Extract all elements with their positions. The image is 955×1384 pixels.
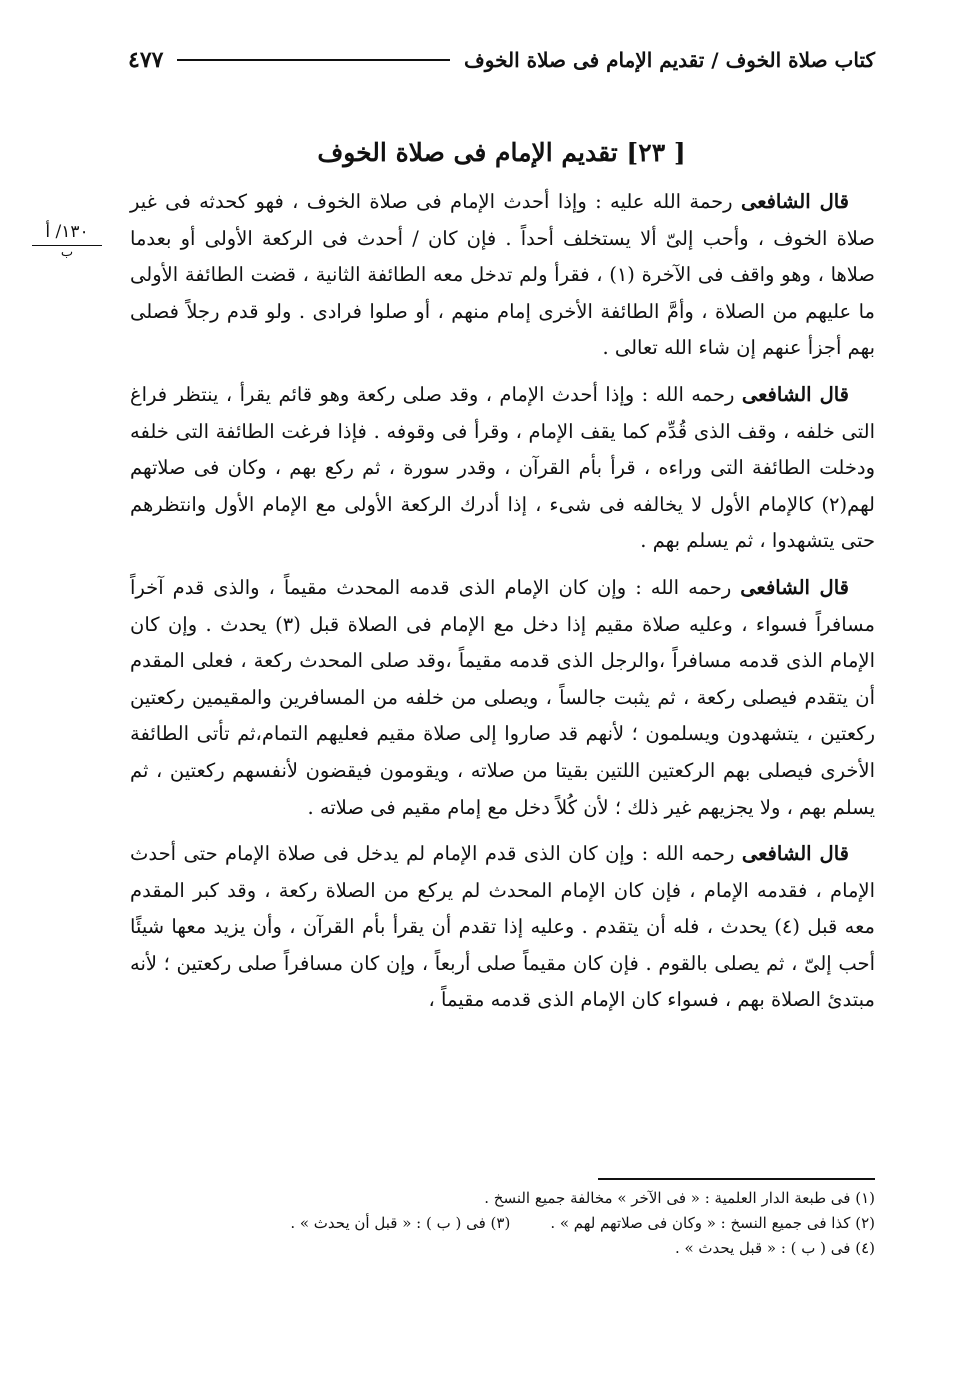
- header-rule: [177, 59, 450, 61]
- paragraph-text: رحمه الله : وإن كان الذى قدم الإمام لم يدخل فى صلاة الإمام حتى أحدث الإمام ، فقدمه الإمام ، فإن كان الإمام المحدث لم يركع من الصلاة ركعة ، وقد كبر المقدم معه قبل (٤) يحدث ، فله أن يتقدم . وعليه إذا تقدم أن يقرأ بأم القرآن ، وأن يزيد معها شيئًا أحب إلىّ ، ثم يصلى بالقوم . فإن كان مقيماً صلى أربعاً ، وإن كان مسافراً صلى ركعتين ؛ لأنه مبتدئ الصلاة بهم ، فسواء كان الإمام الذى قدمه مقيماً ،: [130, 842, 875, 1012]
- footnote-line-2: [130, 1211, 875, 1236]
- paragraph: [130, 836, 875, 1019]
- paragraph-text: رحمة الله عليه : وإذا أحدث الإمام فى صلاة الخوف ، فهو كحدثه فى غير صلاة الخوف ، وأحب إلىّ ألا يستخلف أحداً . فإن كان / أحدث فى الركعة الأولى أو بعدما صلاها ، وهو واقف فى الآخرة (١) ، فقرأ ولم تدخل معه الطائفة الثانية ، قضت الطائفة الأولى ما عليهم من الصلاة ، وأمَّ الطائفة الأخرى إمام منهم ، أو صلوا فرادى . ولو قدم رجلاً فصلى بهم أجزأ عنهم إن شاء الله تعالى .: [130, 190, 875, 360]
- margin-folio-side: ب: [60, 245, 74, 260]
- paragraph-text: رحمه الله : وإن كان الإمام الذى قدمه المحدث مقيماً ، والذى قدم آخراً مسافراً فسواء ، وعليه صلاة مقيم إذا دخل مع الإمام فى الصلاة قبل (٣) يحدث . وإن كان الإمام الذى قدمه مسافراً ،والرجل الذى قدمه مقيماً ،وقد صلى المحدث ركعة ، فعلى المقدم أن يتقدم فيصلى ركعة ، ثم يثبت جالساً ، ويصلى من خلفه من المسافرين والمقيمين ركعتين ركعتين ، يتشهدون ويسلمون ؛ لأنهم قد صاروا إلى صلاة مقيم فعليهم التمام،ثم تأتى الطائفة الأخرى فيصلى بهم الركعتين اللتين بقيتا من صلاته ، ويقومون فيقضون لأنفسهم ركعتين ، ثم يسلم بهم ، ولا يجزيهم غير ذلك ؛ لأن كُلاً دخل مع إمام مقيم فى صلاته .: [130, 575, 875, 819]
- footnote-1: (١) فى طبعة الدار العلمية : « فى الآخر » مخالفة جميع النسخ .: [484, 1189, 875, 1207]
- paragraph: [130, 184, 875, 367]
- running-header: [128, 40, 875, 80]
- running-header-title: كتاب صلاة الخوف / تقديم الإمام فى صلاة الخوف: [464, 48, 875, 72]
- body-text: [130, 184, 875, 1029]
- paragraph: [130, 377, 875, 560]
- section-title: [ ٢٣] تقديم الإمام فى صلاة الخوف: [317, 138, 686, 167]
- paragraph-speaker: قال الشافعى: [740, 575, 849, 599]
- footnotes: [130, 1186, 875, 1261]
- paragraph-speaker: قال الشافعى: [740, 190, 849, 213]
- footnote-3: (٣) فى ( ب ) : « قبل أن يحدث » .: [290, 1214, 511, 1232]
- paragraph-speaker: قال الشافعى: [741, 382, 849, 406]
- margin-folio-ref: ١٣٠/ أ: [32, 222, 102, 246]
- paragraph: [130, 570, 875, 826]
- page-number: ٤٧٧: [128, 47, 164, 73]
- paragraph-text: رحمه الله : وإذا أحدث الإمام ، وقد صلى ركعة وهو قائم يقرأ ، ينتظر فراغ التى خلفه ، وقف الذى قُدِّم كما يقف الإمام ، وقرأ فى وقوفه . فإذا فرغت الطائفة التى خلفه ودخلت الطائفة التى وراءه ، قرأ بأم القرآن ، وقدر سورة ، ثم ركع بهم ، وكان فى صلاتهم لهم(٢) كالإمام الأول لا يخالفه فى شىء ، إذا أدرك الركعة الأولى مع الإمام الأول وانتظرهم حتى يتشهدوا ، ثم يسلم بهم .: [130, 382, 875, 553]
- footnote-rule: [598, 1178, 875, 1180]
- footnote-4: (٤) فى ( ب ) : « قبل يحدث » .: [674, 1239, 875, 1257]
- paragraph-speaker: قال الشافعى: [741, 842, 849, 866]
- footnote-2: (٢) كذا فى جميع النسخ : « وكان فى صلاتهم لهم » .: [550, 1214, 875, 1232]
- margin-folio-note: [32, 222, 102, 260]
